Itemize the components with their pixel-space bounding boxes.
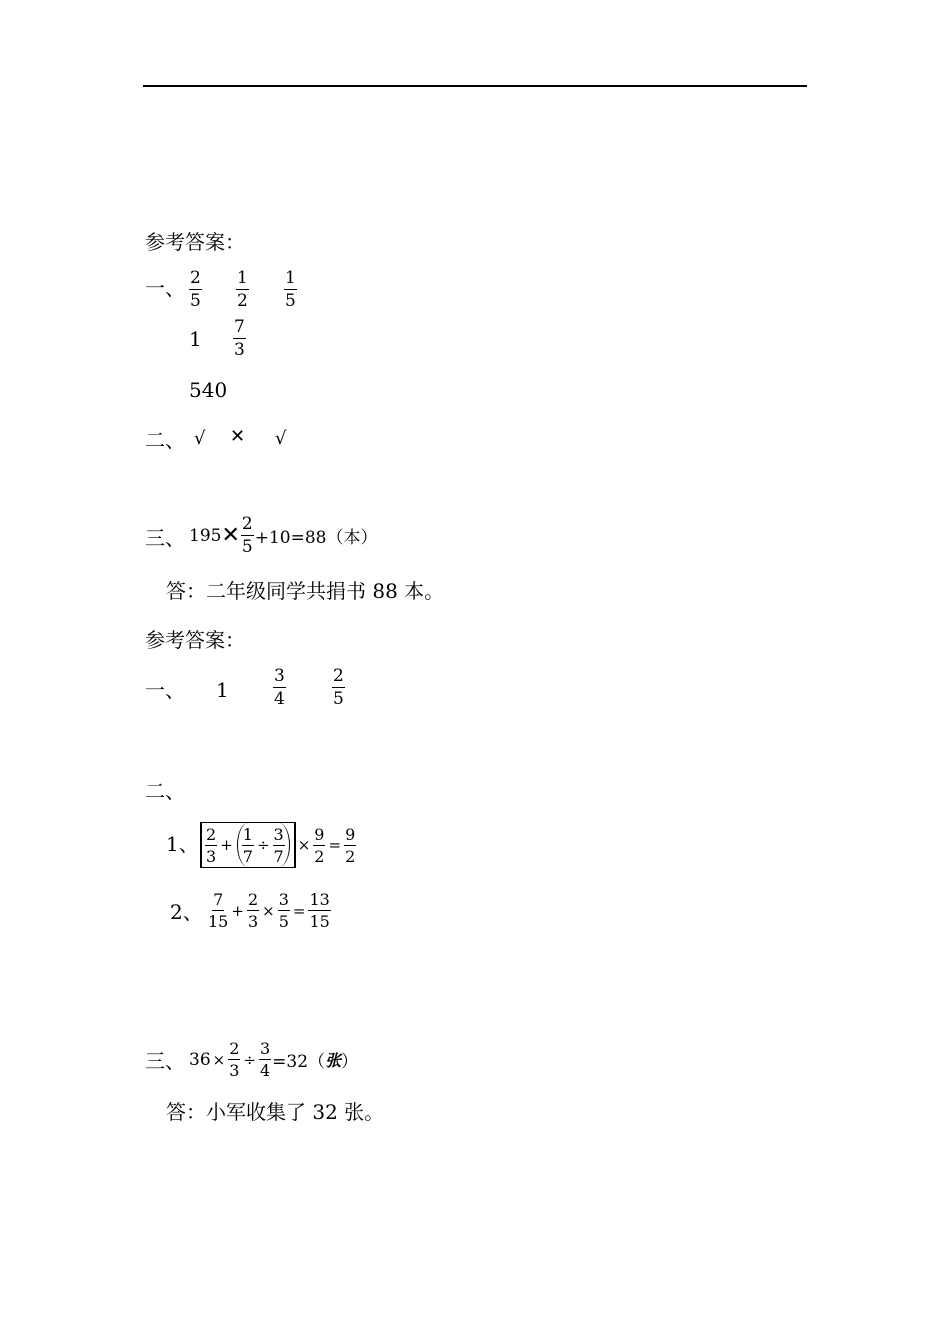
answer-heading-2: 参考答案： (145, 628, 245, 652)
question-2-label: 2、 (170, 900, 203, 924)
fraction: $\frac{1}{2}$ (237, 268, 248, 311)
cross-mark: ✕ (230, 426, 246, 447)
equation: 195 ✕ $\frac{2}{5}$ +10=88（本） (189, 514, 378, 557)
answer-value: 1 (216, 678, 229, 702)
fraction: $\frac{3}{4}$ (274, 666, 285, 709)
fraction: $\frac{2}{5}$ (333, 666, 344, 709)
answer-sentence: 答：二年级同学共捐书 88 本。 (166, 579, 445, 603)
section-2-label: 二、 (145, 428, 185, 452)
section-1-label: 一、 (145, 276, 185, 300)
answer-heading-1: 参考答案： (145, 230, 245, 254)
section-2-label: 二、 (145, 779, 185, 803)
check-mark: √ (275, 428, 287, 449)
equation-2: $\frac{7}{15}$ + $\frac{2}{3}$ × $\frac{3}{5}$ = $\frac{13}{15}$ (208, 890, 330, 931)
answer-value: 540 (189, 378, 228, 402)
fraction: $\frac{1}{5}$ (285, 268, 296, 311)
fraction: $\frac{7}{3}$ (234, 317, 245, 360)
section-3-label: 三、 (145, 526, 185, 550)
answer-sentence: 答：小军收集了 32 张。 (166, 1100, 385, 1124)
equation-3: 36 × $\frac{2}{3}$ ÷ $\frac{3}{4}$ =32（ 张 ） (189, 1039, 359, 1080)
header-rule (143, 85, 807, 87)
check-mark: √ (194, 428, 206, 449)
fraction: $\frac{2}{5}$ (190, 268, 201, 311)
equation-1: $\frac{2}{3}$ + $\frac{1}{7}$ ÷ $\frac{3}{7}$ × $\frac{9}{2}$ = $\frac{9}{2}$ (200, 822, 357, 868)
question-1-label: 1、 (166, 832, 199, 856)
section-3-label: 三、 (145, 1049, 185, 1073)
section-1-label: 一、 (145, 678, 185, 702)
answer-value: 1 (189, 327, 202, 351)
